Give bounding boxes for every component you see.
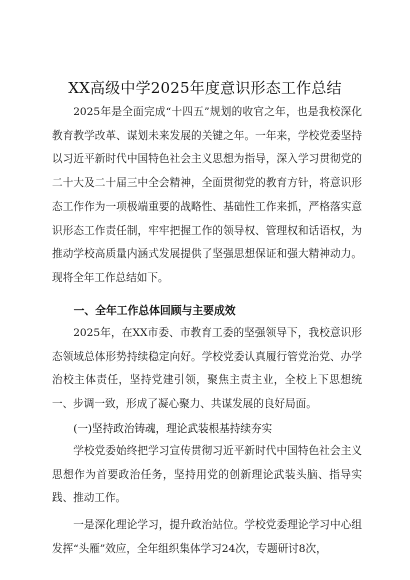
subsection-heading: (一)坚持政治铸魂，理论武装根基持续夯实 bbox=[73, 423, 273, 435]
section-paragraph: 2025年，在XX市委、市教育工委的坚强领导下，我校意识形态领域总体形势持续稳定向好。学校党委认真履行管党治党、办学治校主体责任，坚持党建引领，聚焦主责主业，全校上下思想统一、步调一致，形成了凝心聚力、共谋发展的良好局面。 bbox=[52, 327, 362, 411]
subsection-paragraph: 学校党委始终把学习宣传贯彻习近平新时代中国特色社会主义思想作为首要政治任务，坚持用党的创新理论武装头脑、指导实践、推动工作。 bbox=[52, 445, 362, 505]
section-heading: 一、全年工作总体回顾与主要成效 bbox=[73, 304, 236, 317]
document-title: XX高级中学2025年度意识形态工作总结 bbox=[68, 79, 342, 97]
intro-paragraph: 2025年是全面完成“十四五”规划的收官之年，也是我校深化教育教学改革、谋划未来发展的关键之年。一年来，学校党委坚持以习近平新时代中国特色社会主义思想为指导，深入学习贯彻党的二十大及二十届三中全会精神，全面贯彻党的教育方针，将意识形态工作作为一项极端重要的战略性、基础性工作来抓，严格落实意识形态工作责任制，牢牢把握工作的领导权、管理权和话语权，为推动学校高质量内涵式发展提供了坚强思想保证和强大精神动力。现将全年工作总结如下。 bbox=[52, 106, 362, 284]
list-item-paragraph: 一是深化理论学习，提升政治站位。学校党委理论学习中心组发挥“头雁”效应，全年组织集体学习24次，专题研讨8次， bbox=[52, 519, 362, 555]
